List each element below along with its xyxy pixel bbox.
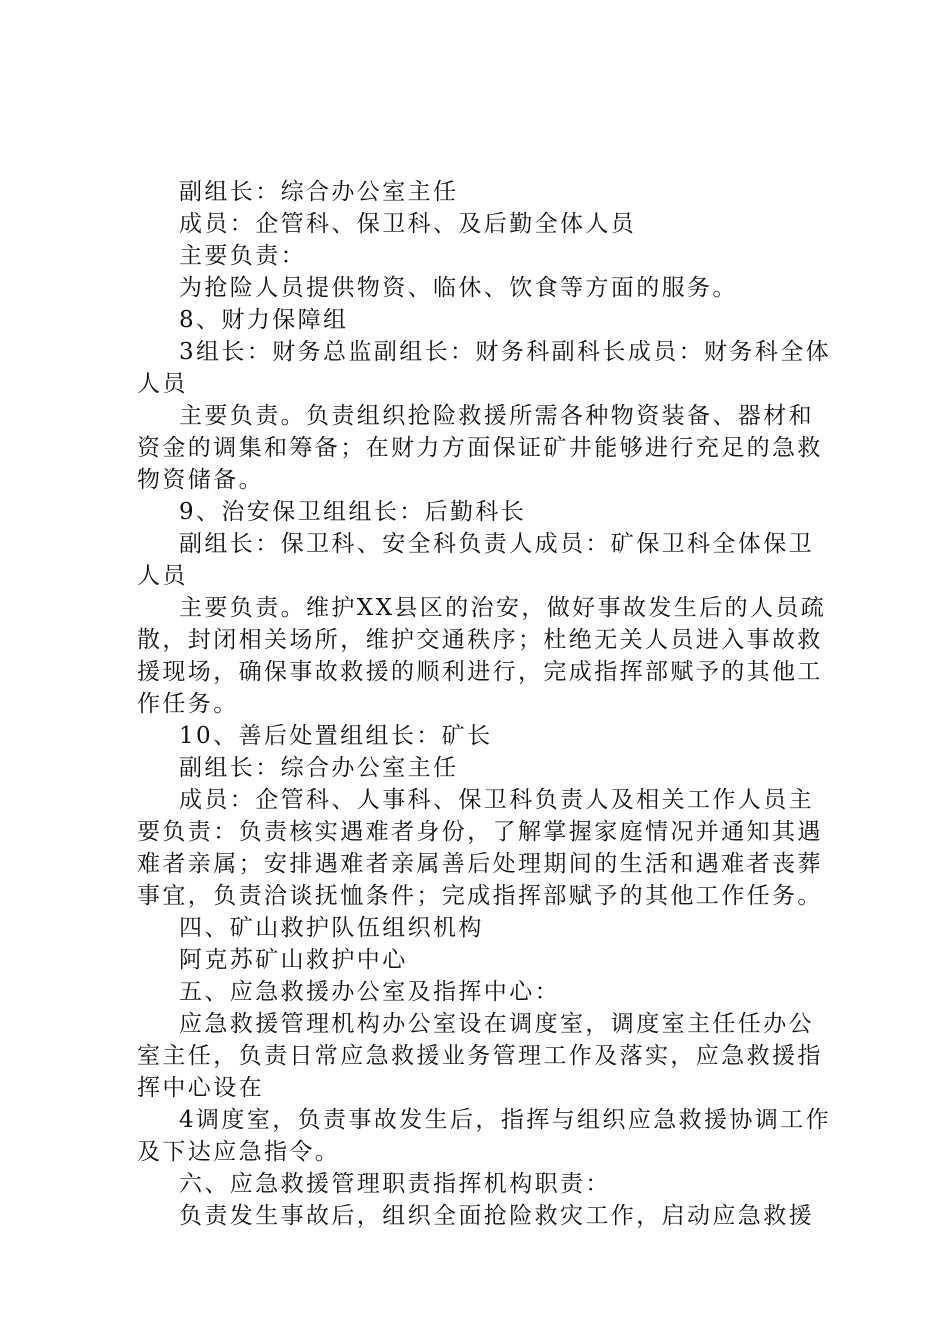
section-heading: 8、财力保障组 — [179, 307, 349, 333]
paragraph: 负责发生事故后，组织全面抢险救灾工作，启动应急救援 — [179, 1203, 814, 1229]
section-heading: 10、善后处置组组长：矿长 — [179, 723, 493, 749]
paragraph: 主要负责。负责组织抢险救援所需各种物资装备、器材和资金的调集和筹备；在财力方面保证矿井能够进行充足的急救物资储备。 — [137, 403, 823, 493]
paragraph: 4调度室，负责事故发生后，指挥与组织应急救援协调工作及下达应急指令。 — [137, 1107, 832, 1165]
document-body — [137, 176, 837, 1232]
paragraph: 主要负责： — [179, 243, 306, 269]
section-heading: 9、治安保卫组组长：后勤科长 — [179, 499, 527, 525]
paragraph: 副组长：综合办公室主任 — [179, 755, 459, 781]
section-heading: 五、应急救援办公室及指挥中心： — [179, 979, 560, 1005]
paragraph: 主要负责。维护XX县区的治安，做好事故发生后的人员疏散，封闭相关场所，维护交通秩序；杜绝无关人员进入事故救援现场，确保事故救援的顺利进行，完成指挥部赋予的其他工作任务。 — [137, 595, 827, 717]
paragraph: 副组长：保卫科、安全科负责人成员：矿保卫科全体保卫人员 — [137, 531, 814, 589]
paragraph: 成员：企管科、保卫科、及后勤全体人员 — [179, 211, 637, 237]
paragraph: 成员：企管科、人事科、保卫科负责人及相关工作人员主要负责：负责核实遇难者身份，了解掌握家庭情况并通知其遇难者亲属；安排遇难者亲属善后处理期间的生活和遇难者丧葬事宜，负责洽谈抚恤条件；完成指挥部赋予的其他工作任务。 — [137, 787, 823, 909]
paragraph: 副组长：综合办公室主任 — [179, 179, 459, 205]
paragraph: 应急救援管理机构办公室设在调度室，调度室主任任办公室主任，负责日常应急救援业务管理工作及落实，应急救援指挥中心设在 — [137, 1011, 823, 1101]
paragraph: 为抢险人员提供物资、临休、饮食等方面的服务。 — [179, 275, 738, 301]
section-heading: 四、矿山救护队伍组织机构 — [179, 915, 484, 941]
section-heading: 六、应急救援管理职责指挥机构职责： — [179, 1171, 611, 1197]
paragraph: 3组长：财务总监副组长：财务科副科长成员：财务科全体人员 — [137, 339, 832, 397]
paragraph: 阿克苏矿山救护中心 — [179, 947, 408, 973]
